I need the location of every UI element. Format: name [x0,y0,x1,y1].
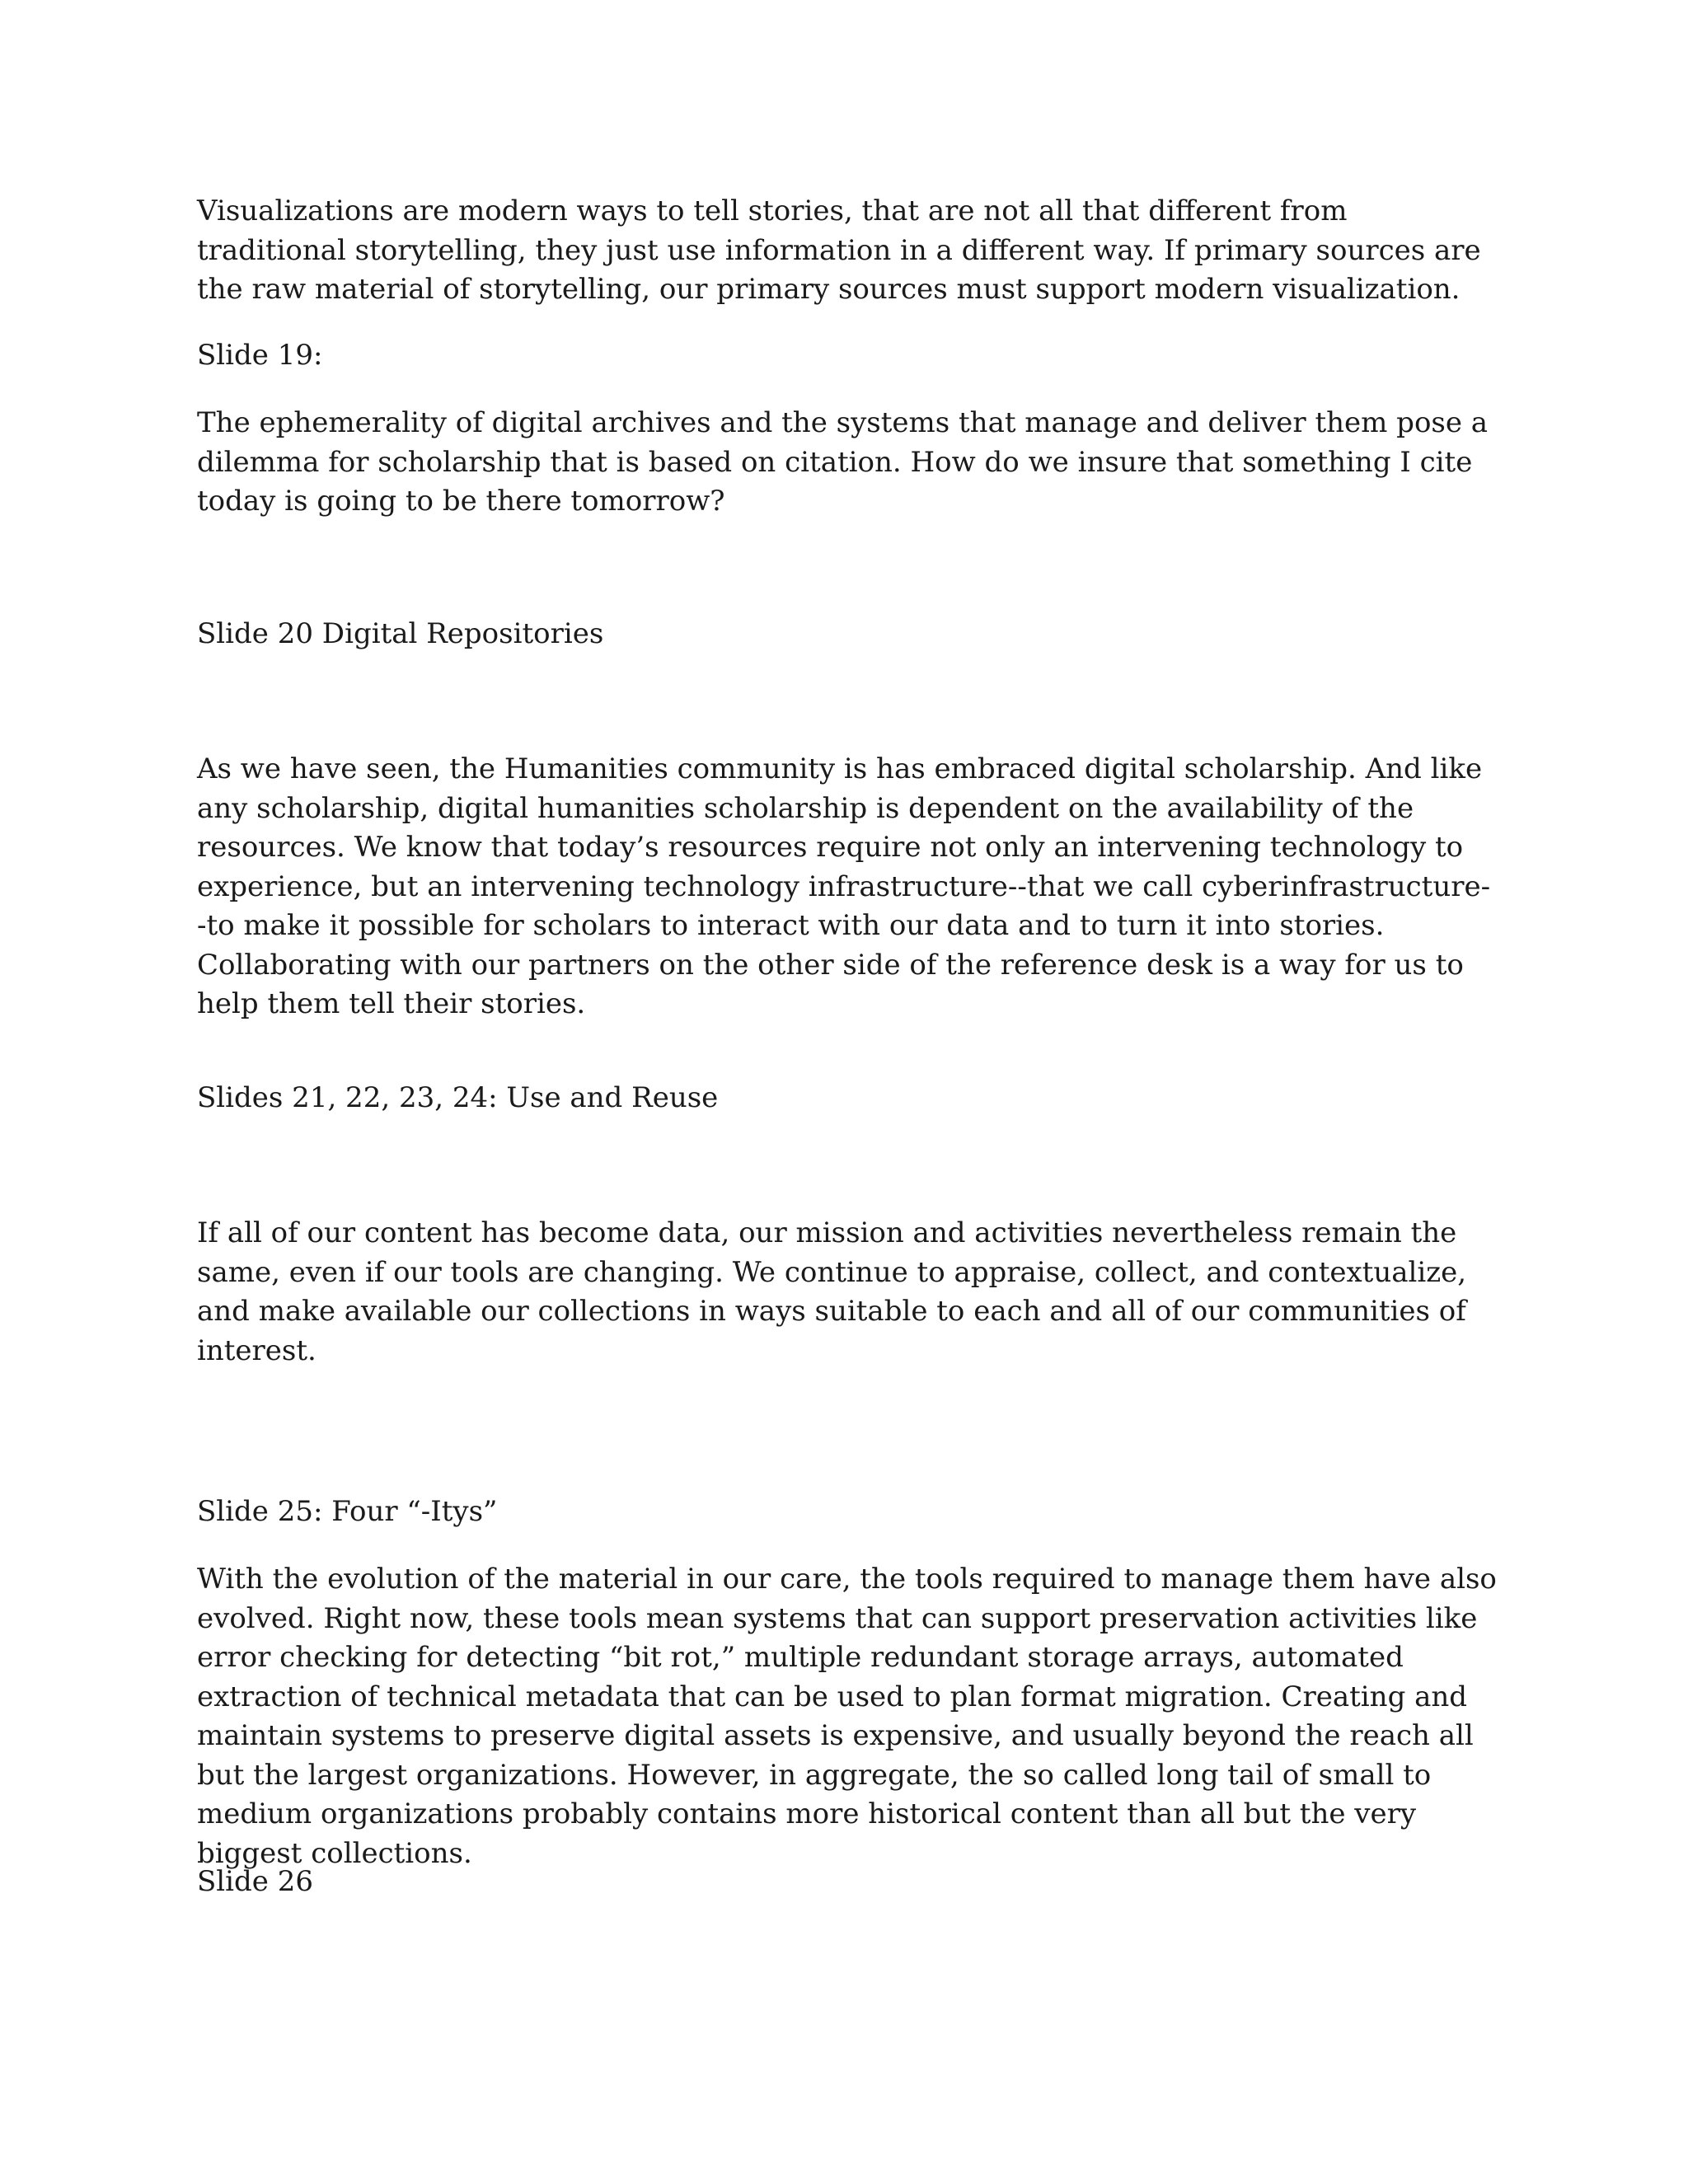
heading-slide-26: Slide 26 [197,1865,313,1898]
paragraph-visualizations: Visualizations are modern ways to tell stories, that are not all that different from traditional storytelling, they just use information in a different way. If primary sources are the raw material of storytelling, our primary sources must support modern visualization. [197,194,1481,306]
paragraph-humanities: As we have seen, the Humanities community is has embraced digital scholarship. And like any scholarship, digital humanities scholarship is dependent on the availability of the resources. We know that today’s resources require not only an intervening technology to experience, but an intervening technology infrastructure--that we call cyberinfrastructure--to make it possible for scholars to interact with our data and to turn it into stories. Collaborating with our partners on the other side of the reference desk is a way for us to help them tell their stories. [197,752,1491,1020]
heading-slide-20: Slide 20 Digital Repositories [197,617,604,650]
heading-slides-21-24: Slides 21, 22, 23, 24: Use and Reuse [197,1081,719,1114]
heading-slide-19: Slide 19: [197,339,323,372]
paragraph-content-data: If all of our content has become data, our mission and activities nevertheless remain the same, even if our tools are changing. We continue to appraise, collect, and contextualize, and make available our collections in ways suitable to each and all of our communities of interest. [197,1216,1467,1367]
paragraph-ephemerality: The ephemerality of digital archives and the systems that manage and deliver them pose a dilemma for scholarship that is based on citation. How do we insure that something I cite today is going to be there tomorrow? [197,406,1489,518]
heading-slide-25: Slide 25: Four “-Itys” [197,1495,498,1528]
paragraph-evolution: With the evolution of the material in our care, the tools required to manage them have also evolved. Right now, these tools mean systems that can support preservation activities like error checking for detecting “bit rot,” multiple redundant storage arrays, automated extraction of technical metadata that can be used to plan format migration. Creating and maintain systems to preserve digital assets is expensive, and usually beyond the reach all but the largest organizations. However, in aggregate, the so called long tail of small to medium organizations probably contains more historical content than all but the very biggest collections. [197,1563,1497,1870]
